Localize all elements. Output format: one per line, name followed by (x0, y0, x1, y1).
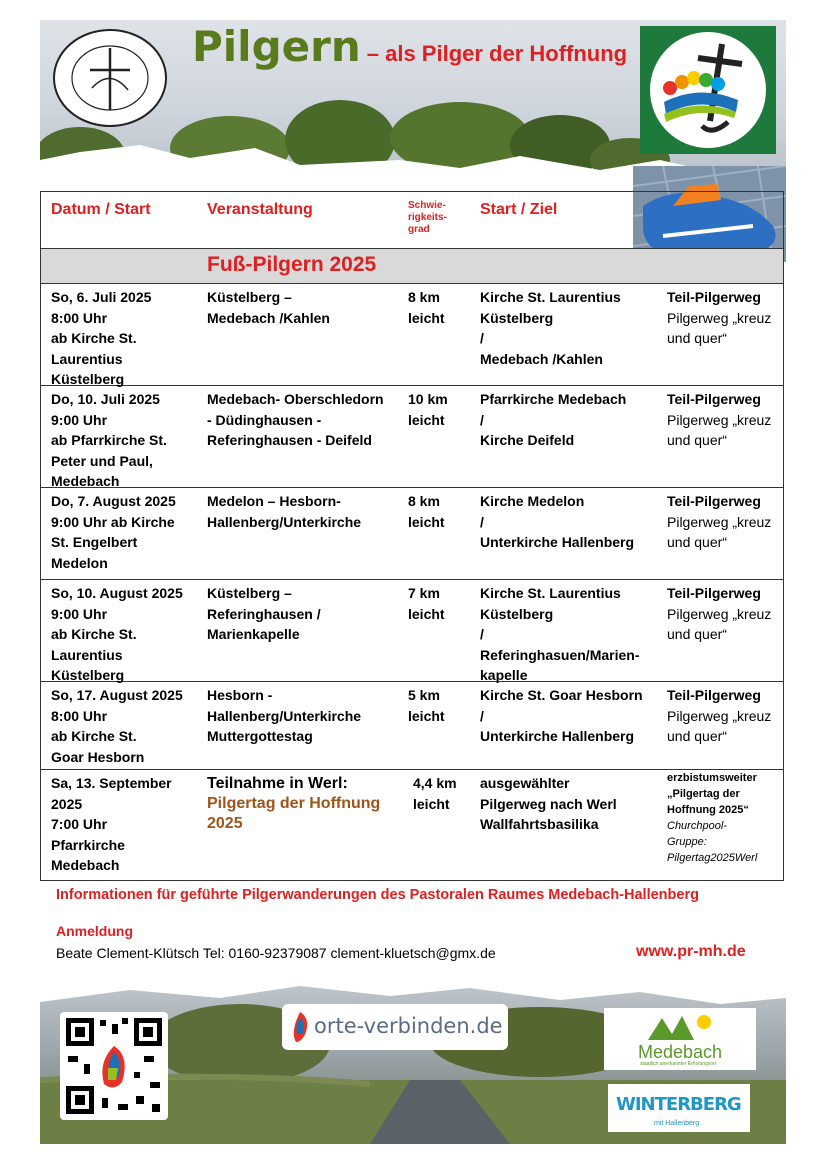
row-datum: Do, 10. Juli 2025 9:00 Uhr ab Pfarrkirche St. Peter und Paul, Medebach (51, 391, 167, 489)
footer-banner (40, 984, 786, 1144)
row-schwierigkeit: 8 km leicht (408, 289, 445, 326)
werl-datum: Sa, 13. September 2025 7:00 Uhr Pfarrkirche Medebach (51, 775, 172, 873)
row-datum: Do, 7. August 2025 9:00 Uhr ab Kirche St. Engelbert Medelon (51, 493, 176, 571)
werl-art-italic: Churchpool- Gruppe: Pilgertag2025Werl (667, 820, 758, 864)
row-start-ziel: Kirche St. Laurentius Küstelberg / Medebach /Kahlen (480, 289, 621, 367)
orte-verbinden-text: orte-verbinden.de (314, 1014, 503, 1038)
row-start-ziel: Kirche Medelon / Unterkirche Hallenberg (480, 493, 635, 550)
row-art-bold: Teil-Pilgerweg (667, 289, 761, 305)
event-table (40, 191, 784, 881)
row-art-normal: Pilgerweg „kreuz und quer“ (667, 707, 772, 744)
header-schwierigkeit: Schwie- rigkeits- grad (408, 200, 447, 235)
row-start-ziel: Kirche St. Laurentius Küstelberg / Referinghasuen/Marien- kapelle (480, 585, 640, 683)
table-row (41, 284, 783, 386)
row-start-ziel: Kirche St. Goar Hesborn / Unterkirche Hallenberg (480, 687, 643, 744)
row-veranstaltung: Hesborn - Hallenberg/Unterkirche Muttergottestag (207, 687, 362, 744)
pastoraler-raum-logo (50, 28, 170, 128)
row-art-bold: Teil-Pilgerweg (667, 391, 761, 407)
medebach-mark-icon (648, 1012, 718, 1042)
title-sub: – als Pilger der Hoffnung (366, 41, 628, 66)
winterberg-name: WINTERBERG (616, 1094, 741, 1115)
title-main: Pilgern (192, 22, 361, 71)
row-datum: So, 17. August 2025 8:00 Uhr ab Kirche St. Goar Hesborn (51, 687, 183, 765)
table-row (41, 488, 783, 580)
table-row-werl (41, 770, 783, 880)
medebach-sub: staatlich anerkannter Erholungsort (640, 1061, 717, 1067)
werl-schwierigkeit: 4,4 km leicht (413, 775, 457, 812)
winterberg-sub: mit Hallenberg (654, 1120, 700, 1127)
row-veranstaltung: Medelon – Hesborn- Hallenberg/Unterkirche (207, 493, 362, 530)
row-art (667, 583, 785, 645)
section-title: Fuß-Pilgern 2025 (207, 253, 377, 276)
anmeldung-label: Anmeldung (56, 923, 133, 939)
row-veranstaltung: Küstelberg – Referinghausen / Marienkapelle (207, 585, 321, 642)
row-schwierigkeit: 7 km leicht (408, 585, 445, 622)
werl-veranstaltung-title: Teilnahme in Werl: (207, 775, 348, 792)
row-schwierigkeit: 5 km leicht (408, 687, 445, 724)
werl-veranstaltung (207, 774, 405, 834)
werl-art-bold: erzbistumsweiter „Pilgertag der Hoffnung 2025“ (667, 772, 757, 816)
row-art (667, 287, 785, 349)
row-art-normal: Pilgerweg „kreuz und quer“ (667, 605, 772, 642)
medebach-name: Medebach (638, 1042, 723, 1062)
orte-pin-icon (290, 1012, 310, 1044)
werl-art (667, 770, 785, 866)
row-art-bold: Teil-Pilgerweg (667, 585, 761, 601)
table-header-row (41, 192, 783, 249)
row-datum: So, 10. August 2025 9:00 Uhr ab Kirche St. Laurentius Küstelberg (51, 585, 183, 683)
table-row (41, 580, 783, 682)
row-art-normal: Pilgerweg „kreuz und quer“ (667, 513, 772, 550)
qr-code[interactable] (60, 1012, 168, 1120)
row-datum: So, 6. Juli 2025 8:00 Uhr ab Kirche St. Laurentius Küstelberg (51, 289, 152, 387)
jubilaeum-logo (640, 26, 776, 154)
medebach-logo[interactable] (604, 1008, 756, 1070)
werl-veranstaltung-event: Pilgertag der Hoffnung 2025 (207, 795, 381, 832)
website-link[interactable]: www.pr-mh.de (636, 943, 746, 960)
row-art-bold: Teil-Pilgerweg (667, 493, 761, 509)
table-row (41, 386, 783, 488)
row-art (667, 685, 785, 747)
header-banner (40, 20, 786, 180)
winterberg-logo[interactable] (608, 1084, 750, 1132)
header-start-ziel: Start / Ziel (480, 201, 558, 218)
header-datum: Datum / Start (51, 201, 151, 218)
row-art-normal: Pilgerweg „kreuz und quer“ (667, 411, 772, 448)
info-title: Informationen für geführte Pilgerwanderungen des Pastoralen Raumes Medebach-Hallenberg (56, 887, 699, 903)
row-art (667, 491, 785, 553)
orte-verbinden-logo[interactable] (282, 1004, 508, 1050)
header-veranstaltung: Veranstaltung (207, 201, 313, 218)
page-title (192, 22, 627, 71)
row-art-bold: Teil-Pilgerweg (667, 687, 761, 703)
row-veranstaltung: Küstelberg – Medebach /Kahlen (207, 289, 330, 326)
row-veranstaltung: Medebach- Oberschledorn - Düdinghausen - Referinghausen - Deifeld (207, 391, 384, 448)
row-schwierigkeit: 8 km leicht (408, 493, 445, 530)
section-row (41, 249, 783, 284)
table-row (41, 682, 783, 770)
row-start-ziel: Pfarrkirche Medebach / Kirche Deifeld (480, 391, 627, 448)
contact-line: Beate Clement-Klütsch Tel: 0160-92379087 clement-kluetsch@gmx.de (56, 945, 496, 961)
row-art (667, 389, 785, 451)
row-art-normal: Pilgerweg „kreuz und quer“ (667, 309, 772, 346)
row-schwierigkeit: 10 km leicht (408, 391, 448, 428)
werl-start-ziel: ausgewählter Pilgerweg nach Werl Wallfahrtsbasilika (480, 775, 617, 832)
